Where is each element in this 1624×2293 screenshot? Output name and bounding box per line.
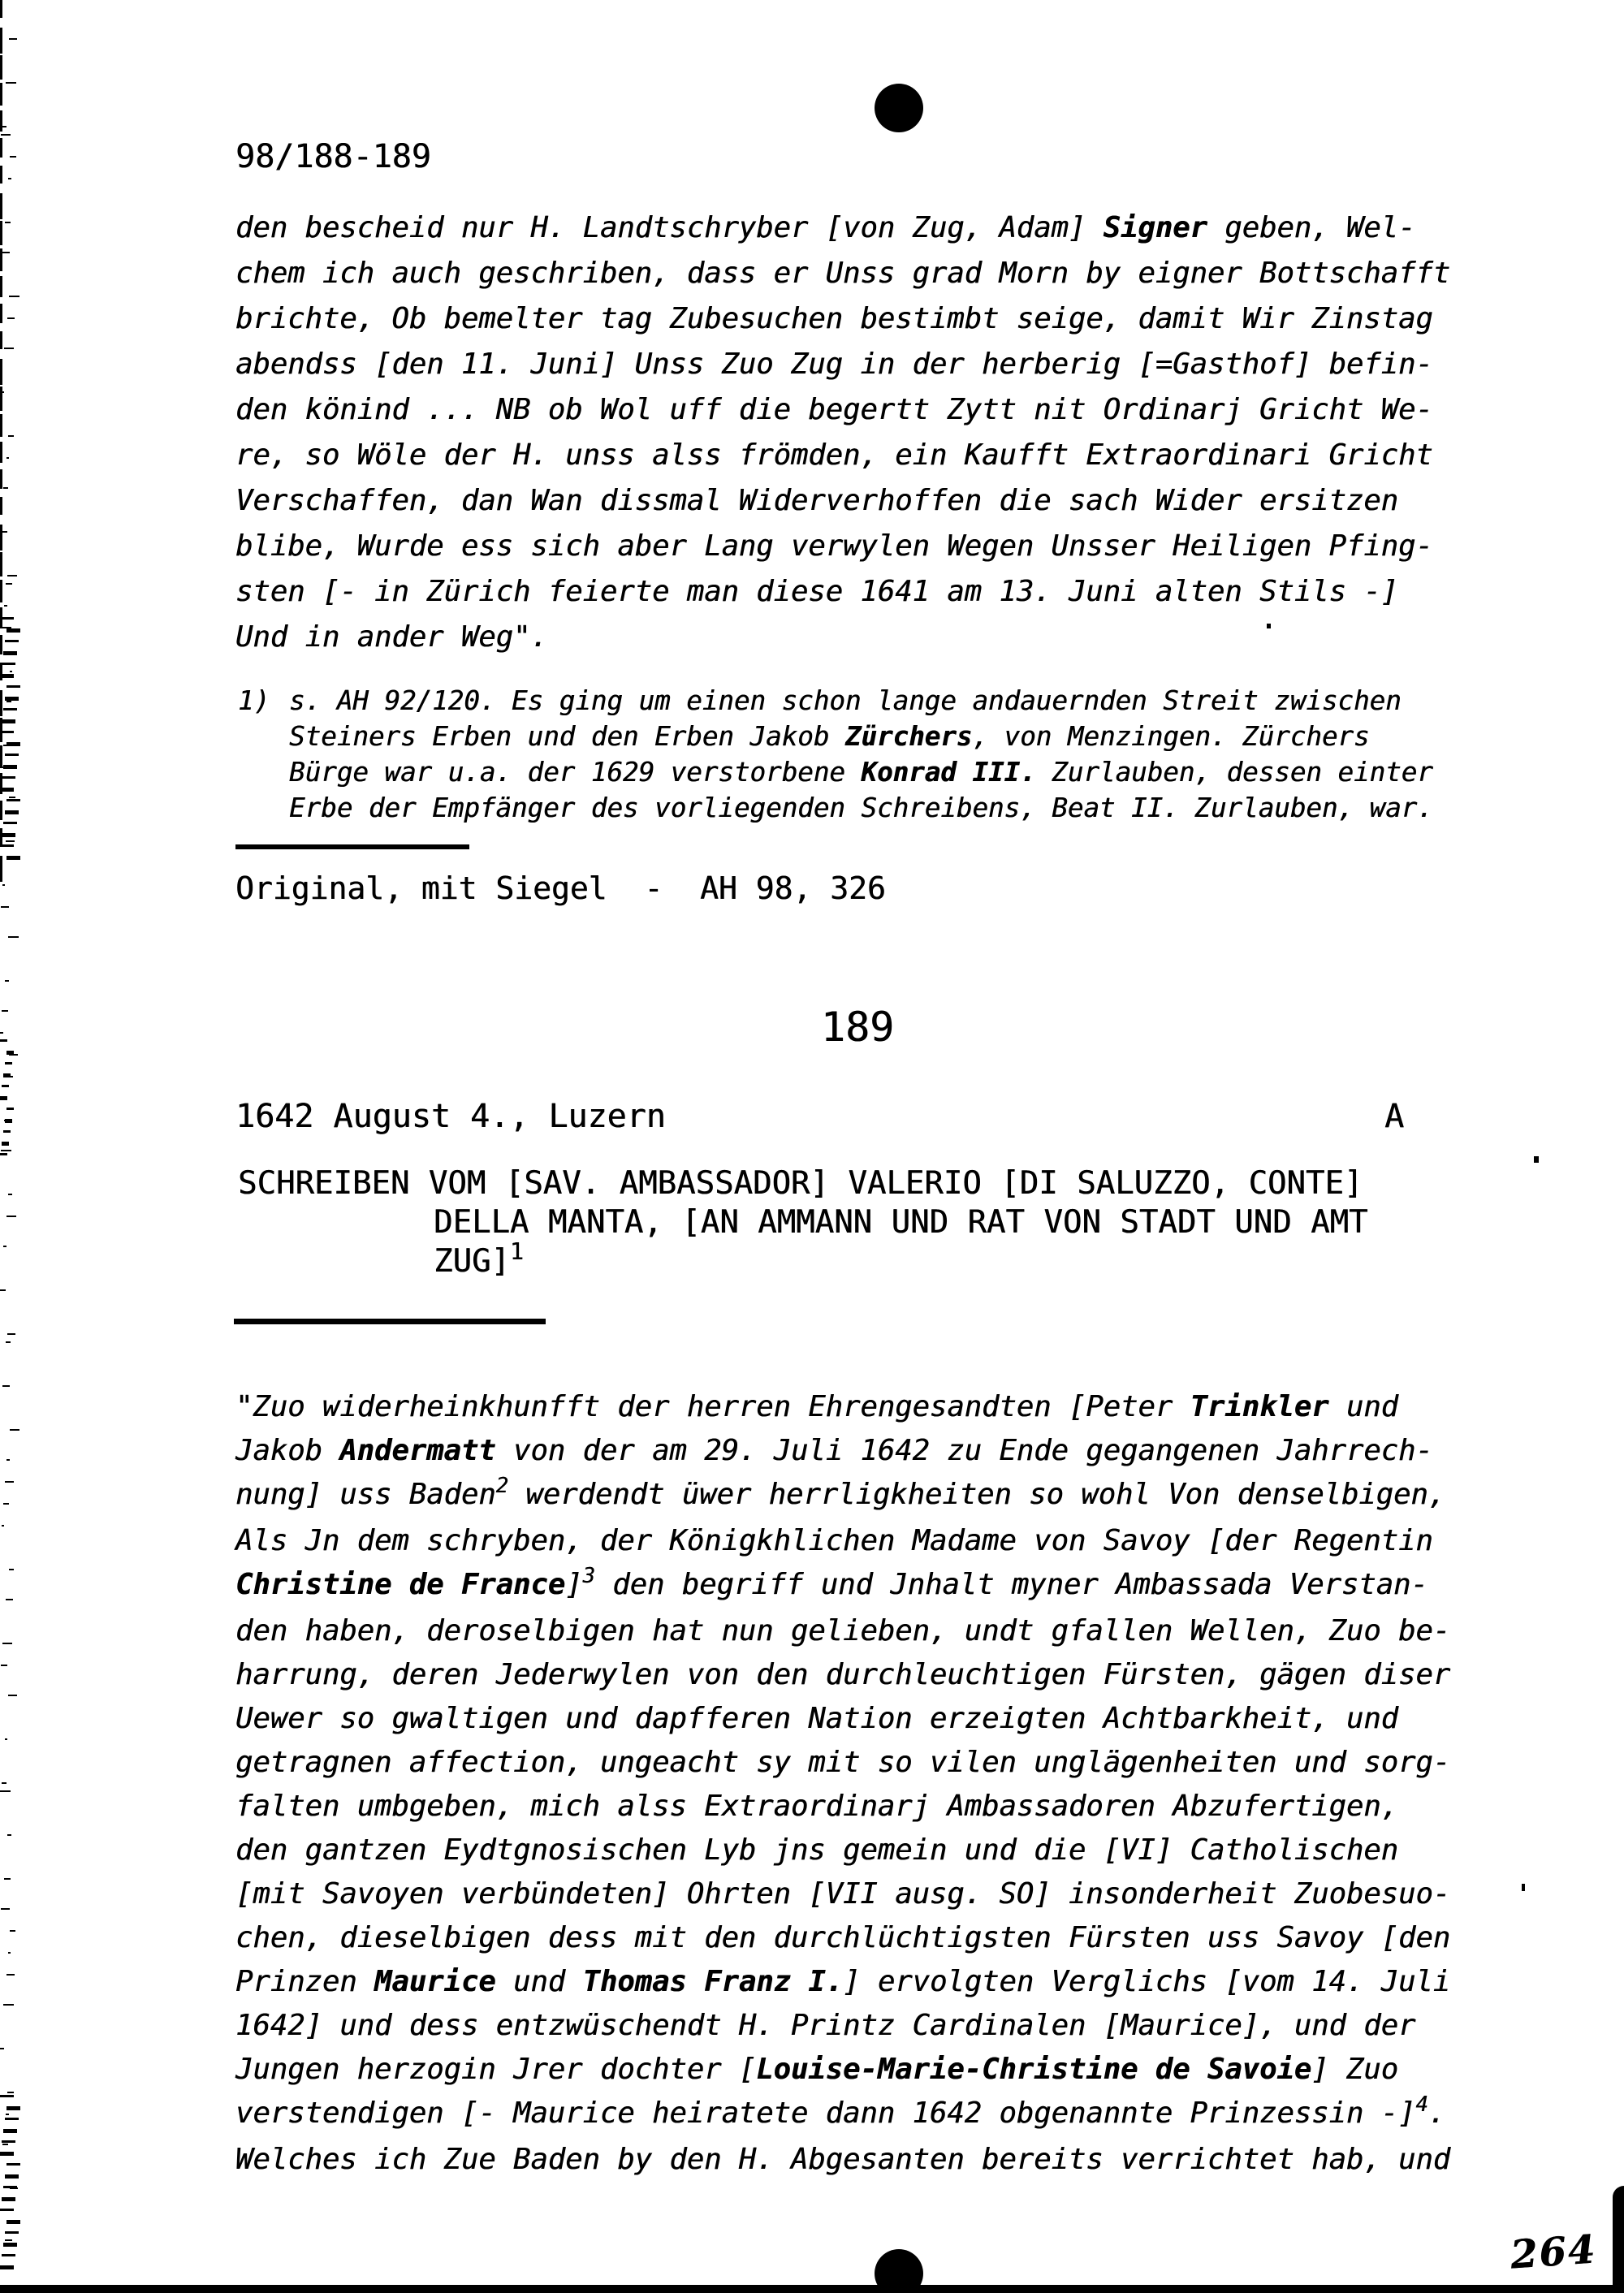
scan-noise-mark xyxy=(0,552,2,576)
text-line: ZUG]$^1$ xyxy=(434,1237,524,1280)
scan-noise-mark xyxy=(6,799,20,801)
text-line: "Zuo widerheinkhunfft der herren Ehrengesandten [Peter Trinkler und xyxy=(235,1390,1398,1423)
scan-noise-mark xyxy=(3,651,17,655)
scan-noise-mark xyxy=(10,1930,15,1932)
scan-noise-mark xyxy=(0,2048,4,2049)
scan-noise-mark xyxy=(0,193,2,219)
scan-noise-mark xyxy=(0,359,2,385)
scan-noise-mark xyxy=(8,1194,12,1195)
scan-noise-mark xyxy=(2,1782,6,1784)
entry-188-footnote xyxy=(238,683,1433,826)
scan-corner-bottom-right xyxy=(1613,2186,1624,2293)
scan-noise-mark xyxy=(8,1952,11,1954)
handwritten-page-number: 264 xyxy=(1509,2226,1599,2278)
scan-noise-mark xyxy=(0,745,2,768)
scan-noise-mark xyxy=(5,2231,19,2234)
scan-noise-mark xyxy=(0,386,2,411)
scan-noise-mark xyxy=(6,2114,9,2115)
text-line: falten umbgeben, mich alss Extraordinarj Ambassadoren Abzufertigen, xyxy=(235,1790,1398,1823)
text-line: Welches ich Zue Baden by den H. Abgesanten bereits verrichtet hab, und xyxy=(235,2143,1451,2176)
entry-189-title xyxy=(238,1164,1368,1284)
scan-noise-mark xyxy=(8,178,11,179)
scan-noise-mark xyxy=(2,719,15,723)
text-line: abendss [den 11. Juni] Unss Zuo Zug in der herberig [=Gasthof] befin- xyxy=(235,348,1433,381)
scan-noise-mark xyxy=(0,2152,14,2156)
scan-noise-mark xyxy=(0,617,14,620)
scan-noise-mark xyxy=(6,1108,14,1110)
text-line: Jakob Andermatt von der am 29. Juli 1642 zu Ende gegangenen Jahrrech- xyxy=(235,1434,1433,1467)
text-line: Als Jn dem schryben, der Königkhlichen Madame von Savoy [der Regentin xyxy=(235,1524,1433,1557)
scan-noise-mark xyxy=(0,442,2,463)
scan-noise-mark xyxy=(10,1429,19,1431)
scan-noise-mark xyxy=(5,2239,12,2241)
letter-code: A xyxy=(1384,1098,1405,1135)
scan-noise-mark xyxy=(5,2174,19,2179)
scan-noise-mark xyxy=(5,1738,7,1740)
scan-noise-mark xyxy=(5,810,19,814)
scan-noise-mark xyxy=(2,2140,15,2143)
scan-noise-mark xyxy=(6,840,15,842)
text-line: den gantzen Eydtgnosischen Lyb jns gemein und die [VI] Catholischen xyxy=(235,1833,1398,1867)
scan-noise-mark xyxy=(5,1481,14,1483)
scan-noise-mark xyxy=(6,2106,20,2110)
scan-noise-mark xyxy=(6,457,9,459)
scan-noise-mark xyxy=(4,605,7,607)
scan-noise-mark xyxy=(0,828,2,846)
scan-noise-mark xyxy=(0,531,7,533)
scan-noise-mark xyxy=(3,2004,14,2006)
scan-noise-mark xyxy=(7,575,17,576)
scan-noise-mark xyxy=(2,252,10,253)
scan-noise-mark xyxy=(0,138,2,158)
scan-noise-mark xyxy=(2,1385,10,1387)
scan-noise-mark xyxy=(0,0,2,18)
scan-noise-mark xyxy=(0,856,2,882)
scan-noise-mark xyxy=(0,1032,3,1034)
scan-speck xyxy=(1267,624,1271,628)
scan-noise-mark xyxy=(0,331,2,349)
scan-noise-mark xyxy=(8,435,14,437)
scan-noise-mark xyxy=(3,822,17,824)
scan-noise-mark xyxy=(8,936,19,938)
scan-noise-mark xyxy=(3,1503,9,1505)
scan-noise-mark xyxy=(0,2095,14,2097)
scan-noise-mark xyxy=(6,583,12,585)
text-line: s. AH 92/120. Es ging um einen schon lange andauernden Streit zwischen xyxy=(289,685,1402,716)
text-line: [mit Savoyen verbündeten] Ohrten [VII ausg. SO] insonderheit Zuobesuo- xyxy=(235,1877,1451,1911)
footnote-text xyxy=(289,683,1433,826)
scan-noise-mark xyxy=(5,980,9,982)
scan-noise-mark xyxy=(2,833,15,837)
date-place-line: 1642 August 4., Luzern xyxy=(235,1098,666,1135)
scan-noise-mark xyxy=(3,2129,17,2133)
scan-noise-mark xyxy=(0,55,2,80)
scan-noise-mark xyxy=(0,2209,14,2211)
text-line: nung] uss Baden$^2$ werdendt üwer herrligkheiten so wohl Von denselbigen, xyxy=(235,1473,1446,1511)
scan-noise-mark xyxy=(6,742,20,746)
scan-noise-mark xyxy=(2,776,15,779)
text-line: Steiners Erben und den Erben Jakob Zürchers, von Menzingen. Zürchers xyxy=(289,721,1370,752)
scan-noise-mark xyxy=(3,1246,6,1247)
scan-noise-mark xyxy=(0,580,2,602)
page-header-number: 98/188-189 xyxy=(235,138,431,175)
text-line: Erbe der Empfänger des vorliegenden Schreibens, Beat II. Zurlauben, war. xyxy=(289,792,1433,823)
scan-noise-mark xyxy=(0,469,2,489)
scan-noise-mark xyxy=(0,221,2,245)
text-line: chen, dieselbigen dess mit den durchlüchtigsten Fürsten uss Savoy [den xyxy=(235,1921,1451,1954)
scan-noise-mark xyxy=(0,690,2,716)
scan-noise-mark xyxy=(5,640,19,642)
scan-noise-mark xyxy=(6,1216,16,1217)
scan-noise-mark xyxy=(1,1665,7,1666)
scan-noise-mark xyxy=(0,276,2,297)
scan-noise-mark xyxy=(6,1599,13,1600)
scan-noise-mark xyxy=(0,525,2,551)
text-line: den bescheid nur H. Landtschryber [von Zug, Adam] Signer geben, Wel- xyxy=(235,211,1416,244)
scan-noise-mark xyxy=(0,110,2,132)
scan-noise-mark xyxy=(0,844,14,847)
scan-noise-mark xyxy=(1,906,9,908)
scan-noise-mark xyxy=(0,83,2,106)
text-line: Verschaffen, dan Wan dissmal Widerverhoffen die sach Wider ersitzen xyxy=(235,484,1398,517)
text-line: sten [- in Zürich feierte man diese 1641 am 13. Juni alten Stils -] xyxy=(235,575,1398,608)
scan-noise-mark xyxy=(2,2197,15,2201)
scan-speck xyxy=(1534,1156,1539,1163)
scan-noise-mark xyxy=(6,2220,20,2224)
scan-noise-mark xyxy=(0,1153,7,1155)
punch-hole-top xyxy=(875,84,923,132)
text-line: Prinzen Maurice und Thomas Franz I.] ervolgten Verglichs [vom 14. Juli xyxy=(235,1965,1451,1998)
scan-noise-mark xyxy=(2,2144,8,2145)
scan-noise-mark xyxy=(6,856,20,860)
scan-noise-mark xyxy=(0,635,2,654)
scan-noise-mark xyxy=(0,497,2,515)
scan-noise-mark xyxy=(0,2265,14,2269)
scan-noise-mark xyxy=(0,304,2,323)
scan-noise-mark xyxy=(0,731,14,733)
scan-noise-mark xyxy=(1,1908,10,1910)
source-reference-line: Original, mit Siegel - AH 98, 326 xyxy=(235,870,886,906)
text-line: blibe, Wurde ess sich aber Lang verwylen Wegen Unsser Heiligen Pfing- xyxy=(235,529,1433,563)
scan-noise-mark xyxy=(7,2092,14,2093)
scan-noise-mark xyxy=(0,788,14,792)
text-line: Und in ander Weg". xyxy=(235,620,548,654)
scan-noise-mark xyxy=(2,1010,8,1012)
scan-noise-mark xyxy=(3,2243,17,2247)
text-line: den könind ... NB ob Wol uff die begertt Zytt nit Ordinarj Gricht We- xyxy=(235,393,1433,426)
scan-noise-mark xyxy=(3,1073,11,1077)
scan-noise-mark xyxy=(0,28,2,54)
scan-noise-mark xyxy=(9,1569,14,1570)
scan-noise-mark xyxy=(9,296,19,297)
text-line: harrung, deren Jederwylen von den durchleuchtigen Fürsten, gägen diser xyxy=(235,1658,1451,1691)
scan-noise-mark xyxy=(0,1096,7,1100)
scan-noise-mark xyxy=(9,797,15,798)
text-line: Bürge war u.a. der 1629 verstorbene Konrad III. Zurlauben, dessen einter xyxy=(289,757,1433,788)
scan-noise-mark xyxy=(0,1790,11,1792)
scan-noise-mark xyxy=(7,1333,15,1335)
footnote-marker: 1) xyxy=(238,685,270,716)
scan-noise-mark xyxy=(6,1341,11,1343)
scan-noise-mark xyxy=(2,2254,15,2256)
text-line: DELLA MANTA, [AN AMMANN UND RAT VON STADT UND AMT xyxy=(434,1204,1368,1241)
scan-noise-mark xyxy=(2,1525,4,1527)
scan-noise-mark xyxy=(4,348,14,349)
scan-noise-mark xyxy=(3,487,8,489)
text-line: chem ich auch geschriben, dass er Unss grad Morn by eigner Bottschafft xyxy=(235,257,1451,290)
scan-noise-mark xyxy=(8,1695,17,1696)
scan-noise-mark xyxy=(6,628,20,633)
scan-noise-mark xyxy=(2,1142,9,1146)
scan-noise-mark xyxy=(5,697,19,701)
scan-noise-mark xyxy=(6,82,16,84)
scan-noise-mark xyxy=(4,1878,11,1880)
scan-speck xyxy=(1522,1884,1525,1891)
scan-noise-mark xyxy=(1,1150,11,1151)
scan-noise-mark xyxy=(9,38,17,40)
scan-noise-mark xyxy=(6,1459,10,1461)
text-line: den haben, deroselbigen hat nun gelieben, undt gfallen Wellen, Zuo be- xyxy=(235,1614,1451,1647)
text-line: 1642] und dess entzwüschendt H. Printz Cardinalen [Maurice], und der xyxy=(235,2009,1416,2042)
entry-188-body-text xyxy=(235,205,1450,660)
scan-noise-mark xyxy=(3,765,17,769)
scan-noise-mark xyxy=(6,685,20,688)
scan-left-edge-noise xyxy=(0,0,32,2293)
scan-noise-mark xyxy=(5,2118,19,2120)
text-line: Uewer so gwaltigen und dapfferen Nation erzeigten Achtbarkheit, und xyxy=(235,1702,1398,1735)
scan-noise-mark xyxy=(6,1051,14,1055)
text-line: brichte, Ob bemelter tag Zubesuchen bestimbt seige, damit Wir Zinstag xyxy=(235,302,1433,335)
divider-rule-above-source xyxy=(235,844,469,849)
scan-noise-mark xyxy=(5,222,11,223)
text-line: verstendigen [- Maurice heiratete dann 1642 obgenannte Prinzessin -]$^4$. xyxy=(235,2092,1446,2130)
scan-noise-mark xyxy=(1,134,11,136)
scan-noise-mark xyxy=(0,1289,6,1291)
scan-noise-mark xyxy=(0,414,2,437)
scan-noise-mark xyxy=(6,2163,20,2166)
scan-noise-mark xyxy=(0,1039,7,1042)
scan-noise-mark xyxy=(2,1643,12,1644)
scan-noise-mark xyxy=(10,156,16,158)
scan-noise-mark xyxy=(2,663,15,665)
scan-noise-mark xyxy=(0,801,2,820)
scan-noise-mark xyxy=(0,674,14,678)
scan-noise-mark xyxy=(5,1062,12,1064)
text-line: Christine de France]$^3$ den begriff und Jnhalt myner Ambassada Verstan- xyxy=(235,1563,1428,1601)
text-line: re, so Wöle der H. unss alss frömden, ein Kaufft Extraordinari Gricht xyxy=(235,438,1433,472)
scan-noise-mark xyxy=(1,391,4,393)
scan-noise-mark xyxy=(3,2186,17,2188)
scan-noise-mark xyxy=(2,126,6,127)
divider-rule-below-title xyxy=(234,1319,546,1324)
scan-noise-mark xyxy=(2,884,5,886)
entry-189-letter-text xyxy=(235,1385,1450,2182)
scan-noise-mark xyxy=(3,1130,11,1133)
scan-noise-mark xyxy=(2,1085,9,1087)
text-line: getragnen affection, ungeacht sy mit so vilen unglägenheiten und sorg- xyxy=(235,1746,1451,1779)
text-line: Jungen herzogin Jrer dochter [Louise-Marie-Christine de Savoie] Zuo xyxy=(235,2053,1398,2086)
scan-noise-mark xyxy=(7,1834,11,1836)
scan-bottom-edge xyxy=(0,2285,1624,2293)
entry-number-heading: 189 xyxy=(820,1004,895,1051)
scan-noise-mark xyxy=(0,166,2,184)
scan-noise-mark xyxy=(10,671,12,672)
text-line: SCHREIBEN VOM [SAV. AMBASSADOR] VALERIO [DI SALUZZO, CONTE] xyxy=(238,1165,1363,1202)
scan-noise-mark xyxy=(3,708,17,710)
scan-noise-mark xyxy=(5,754,19,756)
scan-noise-mark xyxy=(6,701,11,702)
scan-noise-mark xyxy=(7,317,15,319)
scan-noise-mark xyxy=(5,1119,12,1123)
scan-noise-mark xyxy=(6,1974,15,1976)
